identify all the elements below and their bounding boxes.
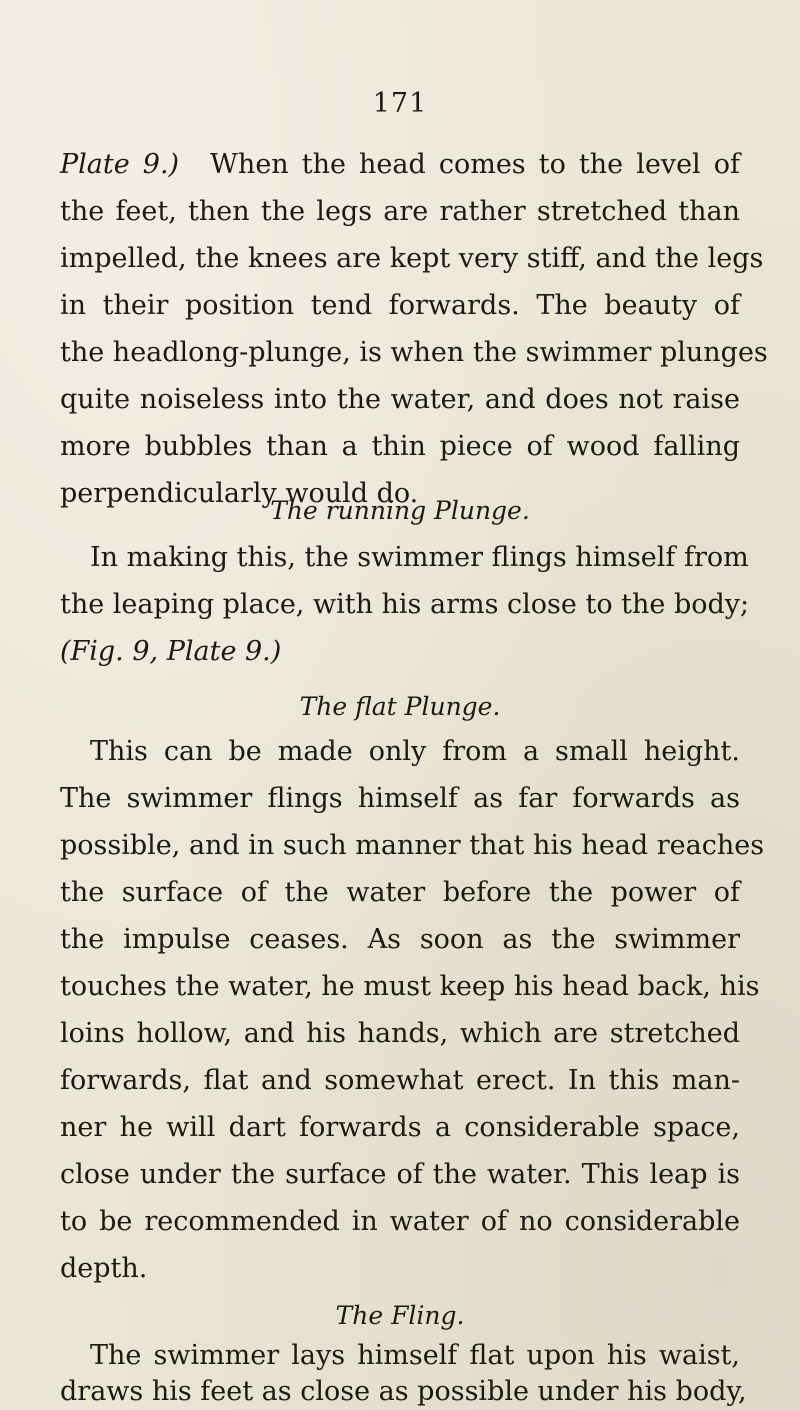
- text-line: impelled, the knees are kept very stiff, and the legs: [60, 243, 764, 274]
- text-line: draws his feet as close as possible under his body,: [60, 1376, 747, 1407]
- text-line: The swimmer lays himself flat upon his waist,: [90, 1340, 740, 1371]
- paragraph-running-plunge: [60, 534, 750, 675]
- text-line: forwards, flat and somewhat erect. In this man-: [60, 1065, 740, 1096]
- paragraph-headlong-plunge: [60, 141, 768, 517]
- text-line: [60, 141, 740, 188]
- paragraph-fling: [60, 1338, 747, 1410]
- text-line: close under the surface of the water. This leap is: [60, 1159, 740, 1190]
- figure-reference: (Fig. 9, Plate 9.): [60, 636, 282, 667]
- text-line: to be recommended in water of no considerable: [60, 1206, 740, 1237]
- text-line: In making this, the swimmer flings himself from: [90, 542, 749, 573]
- section-heading-flat-plunge: The flat Plunge.: [299, 692, 501, 721]
- text-line: more bubbles than a thin piece of wood falling: [60, 431, 740, 462]
- text-line: [60, 628, 740, 675]
- text-line: ner he will dart forwards a considerable space,: [60, 1112, 740, 1143]
- text-line: perpendicularly would do.: [60, 478, 419, 509]
- text-line: This can be made only from a small height.: [90, 736, 740, 767]
- text-line: the feet, then the legs are rather stretched than: [60, 196, 740, 227]
- text-line: the headlong-plunge, is when the swimmer plunges: [60, 337, 768, 368]
- text-line: depth.: [60, 1253, 148, 1284]
- paragraph-flat-plunge: [60, 728, 765, 1292]
- section-heading-running-plunge: The running Plunge.: [270, 496, 530, 525]
- text-line: the surface of the water before the power of: [60, 877, 740, 908]
- plate-reference: Plate 9.): [60, 149, 180, 180]
- page-number: 171: [372, 88, 428, 119]
- text-line: quite noiseless into the water, and does not raise: [60, 384, 740, 415]
- text-line: the impulse ceases. As soon as the swimmer: [60, 924, 740, 955]
- text-line: loins hollow, and his hands, which are stretched: [60, 1018, 740, 1049]
- text-line-content: When the head comes to the level of: [210, 149, 740, 180]
- text-line: possible, and in such manner that his head reaches: [60, 830, 765, 861]
- section-heading-fling: The Fling.: [335, 1301, 465, 1330]
- text-line: in their position tend forwards. The beauty of: [60, 290, 740, 321]
- text-line: The swimmer flings himself as far forwards as: [60, 783, 740, 814]
- text-line: touches the water, he must keep his head back, his: [60, 971, 760, 1002]
- text-line: the leaping place, with his arms close to the body;: [60, 589, 750, 620]
